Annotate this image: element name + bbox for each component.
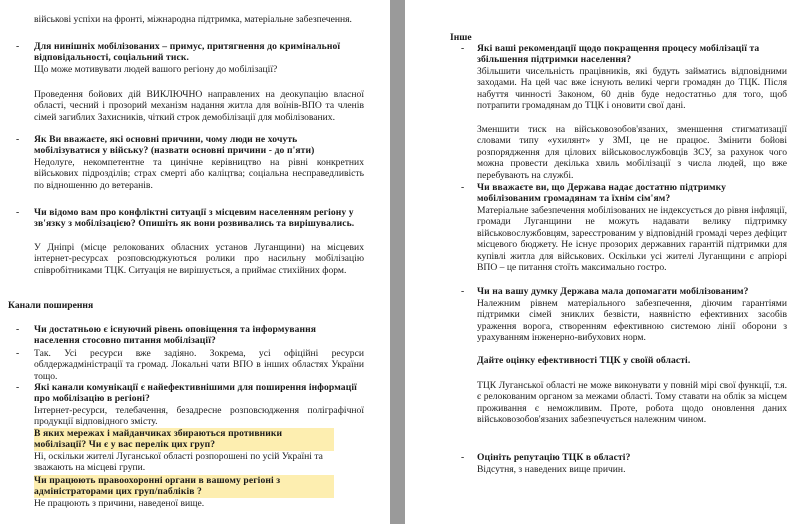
question-heading: Чи на вашу думку Держава мала допомагати мобілізованим? (477, 286, 749, 297)
question-heading: Дайте оцінку ефективності ТЦК у своїй області. (477, 355, 691, 366)
question-heading: Чи вважаєте ви, що Держава надає достатню підтримку мобілізованим громадянам та їхнім сім'ям? (477, 182, 726, 205)
question-subtext: Що може мотивувати людей вашого регіону до мобілізації? (34, 64, 278, 75)
answer-paragraph: Так. Усі ресурси вже задіяно. Зокрема, усі офіційні ресурси облдержадміністрації та громад. Локальні чати ВПО в інших областях України тощо. (34, 348, 364, 382)
answer-paragraph: Відсутня, з наведених вище причин. (477, 464, 626, 475)
bullet-dash: - (16, 134, 20, 145)
question-heading: Чи відомо вам про конфліктні ситуації з місцевим населенням регіону у зв'язку з мобілізацією? Опишіть як вони розвивались та вирішувались. (34, 207, 355, 230)
answer-paragraph: Матеріальне забезпечення мобілізованих не індексується до рівня інфляції, громади Луганщини не можуть надавати велику підтримку військовослужбовцям, зареєстрованим у відповідній громаді через дефіцит місцевого бюджету. Не існує прозорих державних гарантій підтримки для купівлі житла для військових. Оскільки усі жителі Луганщини є апріорі ВПО – це питання стоїть максимально гостро. (477, 205, 787, 274)
bullet-dash: - (461, 286, 465, 297)
highlighted-question: В яких мережах і майданчиках збираються противники мобілізації? Чи є у вас перелік цих груп? (34, 428, 334, 451)
document-page-left (0, 0, 390, 524)
question-heading: Які канали комунікації є найефективнішими для поширення інформації про мобілізацію в регіоні? (34, 382, 357, 405)
answer-paragraph: Зменшити тиск на військовозобов'язаних, зменшення стигматизації словами типу «ухилянт» у ЗМІ, це не працює. Змінити бойові розпорядження для цілових військовослужбовців ЗСУ, за рахунок чого можна провести декілька хвиль мобілізації з числа людей, що вже перебувають на службі. (477, 124, 787, 181)
question-heading: Як Ви вважаєте, які основні причини, чому люди не хочуть мобілізуватися у війську? (назвати основні причини - до п'яти) (34, 134, 315, 157)
section-heading: Канали поширення (8, 300, 94, 311)
answer-paragraph: Недолуге, некомпетентне та цинічне керівництво на рівні конкретних військових підрозділів; страх смерті або каліцтва; соціальна несправедливість по відношенню до ветеранів. (34, 157, 364, 191)
bullet-dash: - (461, 452, 465, 463)
answer-paragraph: Інтернет-ресурси, телебачення, безадресне розповсюдження поліграфічної продукції відповідного змісту. (34, 405, 364, 428)
section-heading: Інше (450, 32, 472, 43)
bullet-dash: - (461, 182, 465, 193)
answer-paragraph: У Дніпрі (місце релокованих обласних установ Луганщини) на місцевих інтернет-ресурсах розповсюджуються ролики про насильну мобілізацію співробітниками ТЦК. Ситуація не вирішується, а приймає стихійних форм. (34, 242, 364, 276)
answer-paragraph: Належним рівнем матеріального забезпечення, діючим гарантіями підтримки сімей зниклих безвісти, наявністю ефективних засобів ураження ворога, створенням ефективною системою лінії оборони з урахуванням інженерно-вибухових норм. (477, 298, 787, 344)
bullet-dash: - (16, 324, 20, 335)
bullet-dash: - (16, 41, 20, 52)
highlighted-question: Чи працюють правоохоронні органи в вашому регіоні з адміністраторами цих груп/пабліків ? (34, 475, 334, 498)
question-heading: Які ваші рекомендації щодо покращення процесу мобілізації та збільшення підтримки населення? (477, 43, 760, 66)
answer-paragraph: Проведення бойових дій ВИКЛЮЧНО направлених на деокупацію власної області, чесний і прозорий механізм надання житла для воїнів-ВПО та членів сімей загиблих Захисників, чіткий строк демобілізації для мобілізованих. (34, 89, 364, 123)
answer-paragraph: Ні, оскільки жителі Луганської області розпорошені по усій Україні та зважають на місцеві групи. (34, 451, 323, 474)
bullet-dash: - (16, 348, 20, 359)
paragraph: військові успіхи на фронті, міжнародна підтримка, матеріальне забезпечення. (34, 14, 352, 25)
bullet-dash: - (16, 382, 20, 393)
answer-paragraph: Збільшити чисельність працівників, які будуть займатись відповідними заходами. На цей час вже існують великі черги громадян до ТЦК. Після набуття чинності Законом, 60 днів буде недостатньо для того, щоб потрапити громадянам до ТЦК і оновити свої дані. (477, 66, 787, 112)
question-heading: Чи достатньою є існуючий рівень оповіщення та інформування населення стосовно питання мобілізації? (34, 324, 317, 347)
question-heading: Для нинішніх мобілізованих – примус, притягнення до кримінальної відповідальності, соціальний тиск. (34, 41, 341, 64)
question-heading: Оцініть репутацію ТЦК в області? (477, 452, 631, 463)
answer-paragraph: Не працюють з причини, наведеної вище. (34, 498, 205, 509)
document-page-right (405, 0, 800, 524)
bullet-dash: - (16, 207, 20, 218)
bullet-dash: - (461, 43, 465, 54)
answer-paragraph: ТЦК Луганської області не може виконувати у повній мірі свої функції, т.я. є релокованим органом за межами області. Тому ставати на облік за місцем проживання є неможливим. Проте, робота щодо оновлення даних військовозобов'язаних забезпечується належним чином. (477, 380, 787, 426)
